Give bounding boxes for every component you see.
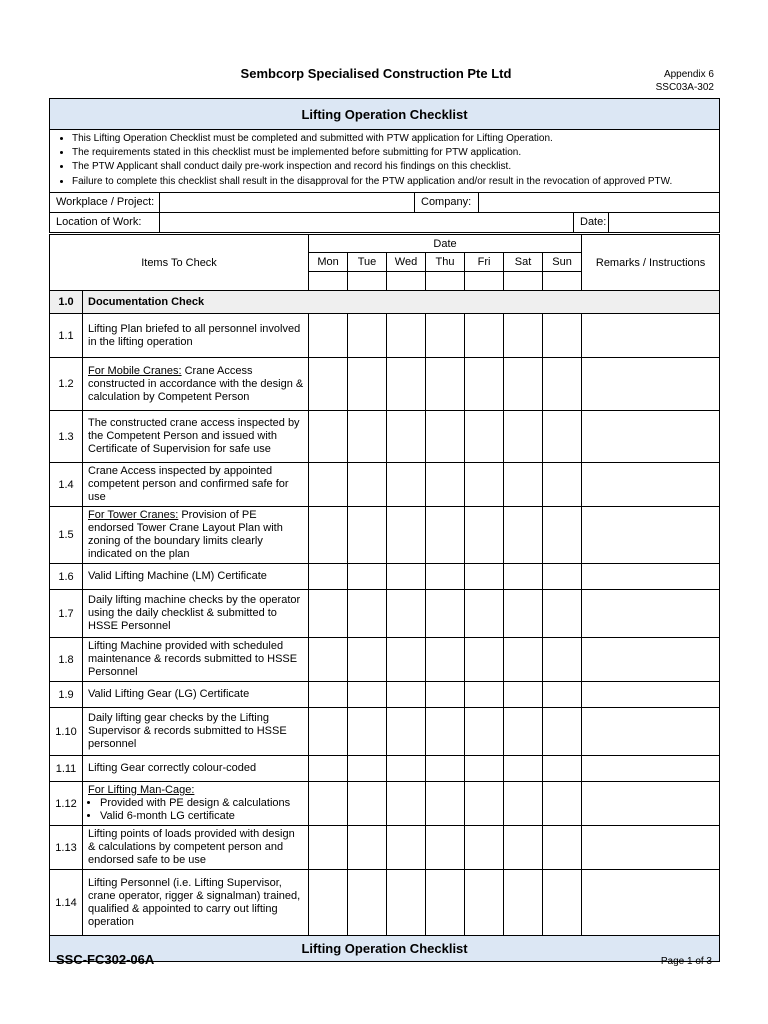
item-description <box>83 708 309 756</box>
check-cell[interactable] <box>504 708 543 756</box>
check-cell[interactable] <box>504 507 543 564</box>
item-number: 1.2 <box>50 358 83 411</box>
check-cell[interactable] <box>387 708 426 756</box>
check-cell[interactable] <box>426 756 465 782</box>
check-cell[interactable] <box>348 826 387 870</box>
item-description <box>83 826 309 870</box>
day-sat: Sat <box>504 253 543 272</box>
check-cell[interactable] <box>465 358 504 411</box>
day-entry-cell[interactable] <box>465 272 504 291</box>
section-number: 1.0 <box>50 291 83 314</box>
check-cell[interactable] <box>504 870 543 936</box>
checklist-row <box>50 314 720 358</box>
checklist-row <box>50 682 720 708</box>
check-cell[interactable] <box>504 756 543 782</box>
item-number: 1.8 <box>50 638 83 682</box>
check-cell[interactable] <box>426 826 465 870</box>
item-text: Crane Access constructed in accordance with the design & calculation by Competent Person <box>88 364 304 403</box>
check-cell[interactable] <box>348 782 387 826</box>
day-entry-cell[interactable] <box>348 272 387 291</box>
check-cell[interactable] <box>387 590 426 638</box>
remarks-cell[interactable] <box>582 314 720 358</box>
item-prefix: For Lifting Man-Cage: <box>88 784 195 796</box>
instruction-item: • This Lifting Operation Checklist must be completed and submitted with PTW application for Lifting Operation. <box>72 132 713 146</box>
form-header-table <box>49 98 720 233</box>
check-cell[interactable] <box>309 463 348 507</box>
check-cell[interactable] <box>504 314 543 358</box>
day-entry-cell[interactable] <box>309 272 348 291</box>
check-cell[interactable] <box>348 411 387 463</box>
remarks-cell[interactable] <box>582 590 720 638</box>
appendix-label: Appendix 6 <box>663 69 714 80</box>
item-text: Lifting Personnel (i.e. Lifting Supervisor, crane operator, rigger & signalman) trained, qualified & appointed to carry out lifting operation <box>88 876 301 928</box>
checklist-row <box>50 411 720 463</box>
check-cell[interactable] <box>348 463 387 507</box>
check-cell[interactable] <box>543 782 582 826</box>
company-label: Company: <box>415 192 479 212</box>
item-number: 1.5 <box>50 507 83 564</box>
checklist-row <box>50 564 720 590</box>
remarks-cell[interactable] <box>582 708 720 756</box>
location-label: Location of Work: <box>50 212 160 232</box>
item-text: Lifting Machine provided with scheduled maintenance & records submitted to HSSE Personnel <box>88 640 298 678</box>
item-text: Lifting Plan briefed to all personnel involved in the lifting operation <box>88 322 301 348</box>
item-text: Daily lifting machine checks by the operator using the daily checklist & submitted to HSSE Personnel <box>88 594 301 632</box>
check-cell[interactable] <box>504 782 543 826</box>
check-cell[interactable] <box>348 708 387 756</box>
check-cell[interactable] <box>387 358 426 411</box>
appendix-block <box>656 68 714 94</box>
item-number: 1.4 <box>50 463 83 507</box>
check-cell[interactable] <box>465 826 504 870</box>
check-cell[interactable] <box>465 782 504 826</box>
check-cell[interactable] <box>504 638 543 682</box>
item-number: 1.10 <box>50 708 83 756</box>
remarks-cell[interactable] <box>582 507 720 564</box>
checklist-row <box>50 507 720 564</box>
day-sun: Sun <box>543 253 582 272</box>
item-number: 1.6 <box>50 564 83 590</box>
check-cell[interactable] <box>426 708 465 756</box>
check-cell[interactable] <box>309 314 348 358</box>
item-text: Crane Access inspected by appointed competent person and confirmed safe for use <box>88 465 289 503</box>
check-cell[interactable] <box>426 411 465 463</box>
check-cell[interactable] <box>465 756 504 782</box>
date-header: Date <box>309 235 582 253</box>
location-field[interactable] <box>160 212 574 232</box>
check-cell[interactable] <box>348 870 387 936</box>
remarks-cell[interactable] <box>582 682 720 708</box>
item-number: 1.3 <box>50 411 83 463</box>
workplace-label: Workplace / Project: <box>50 192 160 212</box>
check-cell[interactable] <box>543 638 582 682</box>
remarks-header: Remarks / Instructions <box>582 235 720 291</box>
check-cell[interactable] <box>309 638 348 682</box>
check-cell[interactable] <box>387 826 426 870</box>
item-bullets <box>88 797 304 823</box>
item-description <box>83 358 309 411</box>
check-cell[interactable] <box>387 507 426 564</box>
item-description <box>83 564 309 590</box>
check-cell[interactable] <box>504 358 543 411</box>
check-cell[interactable] <box>543 507 582 564</box>
check-cell[interactable] <box>465 870 504 936</box>
checklist-row <box>50 870 720 936</box>
check-cell[interactable] <box>426 507 465 564</box>
check-cell[interactable] <box>465 314 504 358</box>
checklist-row <box>50 756 720 782</box>
check-cell[interactable] <box>504 826 543 870</box>
check-cell[interactable] <box>309 358 348 411</box>
day-thu: Thu <box>426 253 465 272</box>
check-cell[interactable] <box>309 870 348 936</box>
checklist-row <box>50 638 720 682</box>
items-header: Items To Check <box>50 235 309 291</box>
checklist-row <box>50 463 720 507</box>
item-number: 1.14 <box>50 870 83 936</box>
check-cell[interactable] <box>309 708 348 756</box>
remarks-cell[interactable] <box>582 782 720 826</box>
check-cell[interactable] <box>543 870 582 936</box>
check-cell[interactable] <box>465 708 504 756</box>
check-cell[interactable] <box>348 682 387 708</box>
check-cell[interactable] <box>348 507 387 564</box>
checklist-row <box>50 826 720 870</box>
check-cell[interactable] <box>543 682 582 708</box>
check-cell[interactable] <box>348 638 387 682</box>
item-bullet: • Valid 6-month LG certificate <box>100 810 304 823</box>
check-cell[interactable] <box>348 756 387 782</box>
check-cell[interactable] <box>426 314 465 358</box>
remarks-cell[interactable] <box>582 870 720 936</box>
checklist-row <box>50 708 720 756</box>
check-cell[interactable] <box>426 463 465 507</box>
item-description <box>83 507 309 564</box>
company-field[interactable] <box>479 192 720 212</box>
form-title: Lifting Operation Checklist <box>50 99 720 130</box>
checklist-table <box>49 234 720 962</box>
check-cell[interactable] <box>465 463 504 507</box>
day-wed: Wed <box>387 253 426 272</box>
check-cell[interactable] <box>348 314 387 358</box>
instruction-item: • The PTW Applicant shall conduct daily pre-work inspection and record his findings on this checklist. <box>72 160 713 174</box>
section-row <box>50 291 720 314</box>
item-number: 1.9 <box>50 682 83 708</box>
company-name: Sembcorp Specialised Construction Pte Ltd <box>240 66 512 81</box>
check-cell[interactable] <box>387 314 426 358</box>
remarks-cell[interactable] <box>582 826 720 870</box>
item-number: 1.11 <box>50 756 83 782</box>
checklist-footer-title: Lifting Operation Checklist <box>50 936 720 962</box>
check-cell[interactable] <box>387 411 426 463</box>
item-description <box>83 638 309 682</box>
instructions-list <box>60 132 713 189</box>
check-cell[interactable] <box>543 358 582 411</box>
item-text: Daily lifting gear checks by the Lifting Supervisor & records submitted to HSSE personnel <box>88 712 287 750</box>
remarks-cell[interactable] <box>582 638 720 682</box>
check-cell[interactable] <box>426 782 465 826</box>
check-cell[interactable] <box>465 507 504 564</box>
check-cell[interactable] <box>387 682 426 708</box>
check-cell[interactable] <box>309 782 348 826</box>
workplace-field[interactable] <box>160 192 415 212</box>
item-bullet: • Provided with PE design & calculations <box>100 797 304 810</box>
check-cell[interactable] <box>387 564 426 590</box>
instructions <box>50 130 720 193</box>
instruction-item: • The requirements stated in this checklist must be implemented before submitting for PTW application. <box>72 146 713 160</box>
check-cell[interactable] <box>348 590 387 638</box>
remarks-cell[interactable] <box>582 564 720 590</box>
item-text: Provision of PE endorsed Tower Crane Layout Plan with zoning of the boundary limits clearly indicated on the plan <box>88 509 283 560</box>
check-cell[interactable] <box>543 826 582 870</box>
check-cell[interactable] <box>387 782 426 826</box>
checklist-row <box>50 590 720 638</box>
day-entry-cell[interactable] <box>543 272 582 291</box>
check-cell[interactable] <box>426 682 465 708</box>
item-description <box>83 782 309 826</box>
day-mon: Mon <box>309 253 348 272</box>
check-cell[interactable] <box>465 564 504 590</box>
item-description <box>83 870 309 936</box>
check-cell[interactable] <box>309 756 348 782</box>
check-cell[interactable] <box>543 564 582 590</box>
check-cell[interactable] <box>465 638 504 682</box>
item-description <box>83 411 309 463</box>
item-text: The constructed crane access inspected by the Competent Person and issued with Certificate of Supervision for safe use <box>88 417 300 455</box>
remarks-cell[interactable] <box>582 358 720 411</box>
check-cell[interactable] <box>387 463 426 507</box>
check-cell[interactable] <box>543 314 582 358</box>
doc-ref: SSC03A-302 <box>655 82 714 93</box>
date-label: Date: <box>574 212 609 232</box>
check-cell[interactable] <box>309 826 348 870</box>
item-description <box>83 463 309 507</box>
item-number: 1.12 <box>50 782 83 826</box>
item-description <box>83 756 309 782</box>
check-cell[interactable] <box>426 590 465 638</box>
item-text: Lifting Gear correctly colour-coded <box>88 762 257 774</box>
check-cell[interactable] <box>426 638 465 682</box>
item-description <box>83 314 309 358</box>
day-entry-cell[interactable] <box>387 272 426 291</box>
check-cell[interactable] <box>387 756 426 782</box>
date-field[interactable] <box>609 212 720 232</box>
check-cell[interactable] <box>387 870 426 936</box>
check-cell[interactable] <box>309 411 348 463</box>
page-number: Page 1 of 3 <box>660 956 712 967</box>
item-text: Lifting points of loads provided with design & calculations by competent person and endorsed safe to be use <box>88 828 295 866</box>
check-cell[interactable] <box>543 463 582 507</box>
form-code: SSC-FC302-06A <box>56 952 155 967</box>
checklist-row <box>50 358 720 411</box>
check-cell[interactable] <box>426 358 465 411</box>
item-prefix: For Tower Cranes: <box>88 509 179 521</box>
check-cell[interactable] <box>348 358 387 411</box>
check-cell[interactable] <box>504 682 543 708</box>
item-text: Valid Lifting Machine (LM) Certificate <box>88 570 267 582</box>
day-entry-cell[interactable] <box>426 272 465 291</box>
remarks-cell[interactable] <box>582 756 720 782</box>
item-description <box>83 682 309 708</box>
check-cell[interactable] <box>348 564 387 590</box>
check-cell[interactable] <box>543 756 582 782</box>
checklist-row <box>50 782 720 826</box>
instruction-item: • Failure to complete this checklist shall result in the disapproval for the PTW application and/or result in the revocation of approved PTW. <box>72 175 713 189</box>
check-cell[interactable] <box>465 682 504 708</box>
check-cell[interactable] <box>543 590 582 638</box>
check-cell[interactable] <box>543 708 582 756</box>
check-cell[interactable] <box>465 590 504 638</box>
check-cell[interactable] <box>504 564 543 590</box>
item-number: 1.13 <box>50 826 83 870</box>
remarks-cell[interactable] <box>582 463 720 507</box>
item-prefix: For Mobile Cranes: <box>88 364 182 377</box>
item-number: 1.7 <box>50 590 83 638</box>
check-cell[interactable] <box>387 638 426 682</box>
check-cell[interactable] <box>426 870 465 936</box>
item-number: 1.1 <box>50 314 83 358</box>
item-description <box>83 590 309 638</box>
day-tue: Tue <box>348 253 387 272</box>
day-entry-cell[interactable] <box>504 272 543 291</box>
remarks-cell[interactable] <box>582 411 720 463</box>
section-title: Documentation Check <box>83 291 720 314</box>
item-text: Valid Lifting Gear (LG) Certificate <box>88 688 250 700</box>
check-cell[interactable] <box>504 411 543 463</box>
day-fri: Fri <box>465 253 504 272</box>
check-cell[interactable] <box>504 590 543 638</box>
check-cell[interactable] <box>309 507 348 564</box>
check-cell[interactable] <box>426 564 465 590</box>
check-cell[interactable] <box>309 564 348 590</box>
check-cell[interactable] <box>504 463 543 507</box>
check-cell[interactable] <box>309 682 348 708</box>
check-cell[interactable] <box>309 590 348 638</box>
check-cell[interactable] <box>465 411 504 463</box>
check-cell[interactable] <box>543 411 582 463</box>
